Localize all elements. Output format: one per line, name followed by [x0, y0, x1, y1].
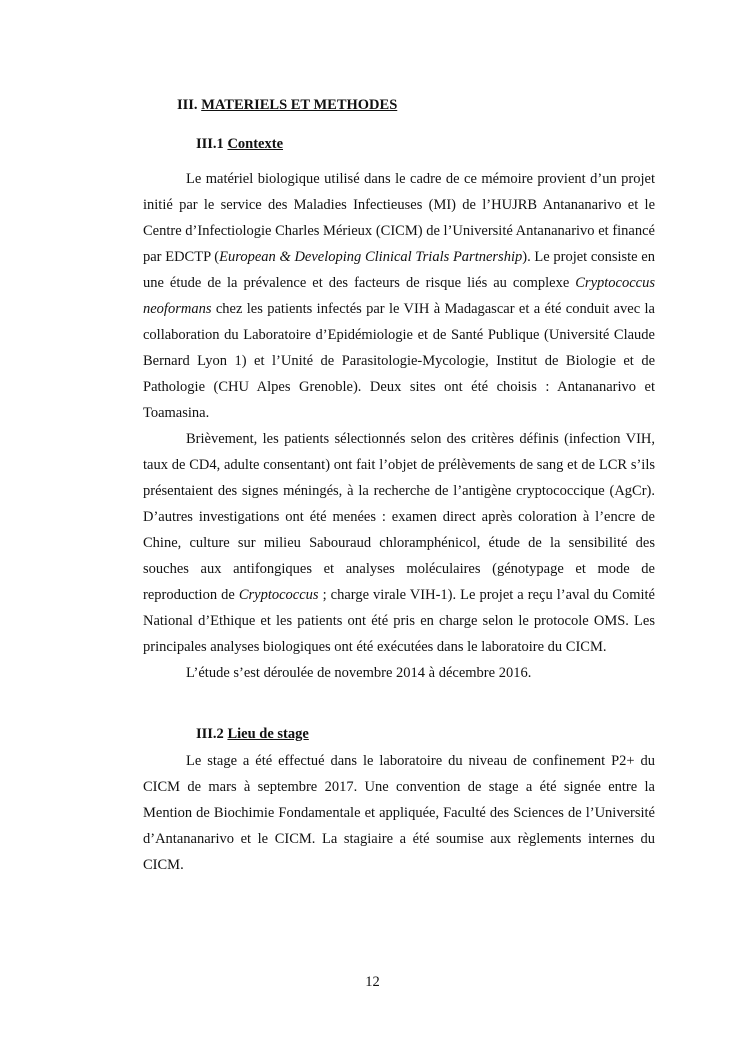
- subsection-heading-context: [196, 136, 283, 153]
- context-paragraph-3: L’étude s’est déroulée de novembre 2014 à décembre 2016.: [186, 665, 532, 681]
- context-body: [143, 166, 655, 686]
- subsection-title: Contexte: [227, 136, 284, 152]
- stage-paragraph-1: Le stage a été effectué dans le laboratoire du niveau de confinement P2+ du CICM de mars à septembre 2017. Une convention de stage a été signée entre la Mention de Biochimie Fondamentale et appliquée, Faculté des Sciences de l’Université d’Antananarivo et le CICM. La stagiaire a été soumise aux règlements internes du CICM.: [143, 753, 655, 873]
- stage-body: [143, 748, 655, 878]
- section-number: III.: [177, 97, 198, 113]
- context-paragraph-2: Brièvement, les patients sélectionnés selon des critères définis (infection VIH, taux de CD4, adulte consentant) ont fait l’objet de prélèvements de sang et de LCR s’ils présentaient des signes méningés, à la recherche de l’antigène cryptococcique (AgCr). D’autres investigations ont été menées : examen direct après coloration à l’encre de Chine, culture sur milieu Sabouraud chloramphénicol, étude de la sensibilité des souches aux antifongiques et analyses moléculaires (génotypage et mode de reproduction de Cryptococcus ; charge virale VIH-1). Le projet a reçu l’aval du Comité National d’Ethique et les patients ont été pris en charge selon le protocole OMS. Les principales analyses biologiques ont été exécutées dans le laboratoire du CICM.: [143, 431, 655, 655]
- section-title: MATERIELS ET METHODES: [201, 97, 398, 113]
- context-paragraph-1: Le matériel biologique utilisé dans le cadre de ce mémoire provient d’un projet initié par le service des Maladies Infectieuses (MI) de l’HUJRB Antananarivo et le Centre d’Infectiologie Charles Mérieux (CICM) de l’Université Antananarivo et financé par EDCTP (European & Developing Clinical Trials Partnership). Le projet consiste en une étude de la prévalence et des facteurs de risque liés au complexe Cryptococcus neoformans chez les patients infectés par le VIH à Madagascar et a été conduit avec la collaboration du Laboratoire d’Epidémiologie et de Santé Publique (Université Claude Bernard Lyon 1) et l’Unité de Parasitologie-Mycologie, Institut de Biologie et de Pathologie (CHU Alpes Grenoble). Deux sites ont été choisis : Antananarivo et Toamasina.: [143, 171, 655, 421]
- subsection-heading-stage: [196, 726, 309, 743]
- section-heading: [177, 97, 397, 114]
- subsection-number: III.1: [196, 136, 224, 152]
- subsection-title: Lieu de stage: [227, 726, 309, 742]
- page-number: 12: [365, 974, 380, 990]
- subsection-number: III.2: [196, 726, 224, 742]
